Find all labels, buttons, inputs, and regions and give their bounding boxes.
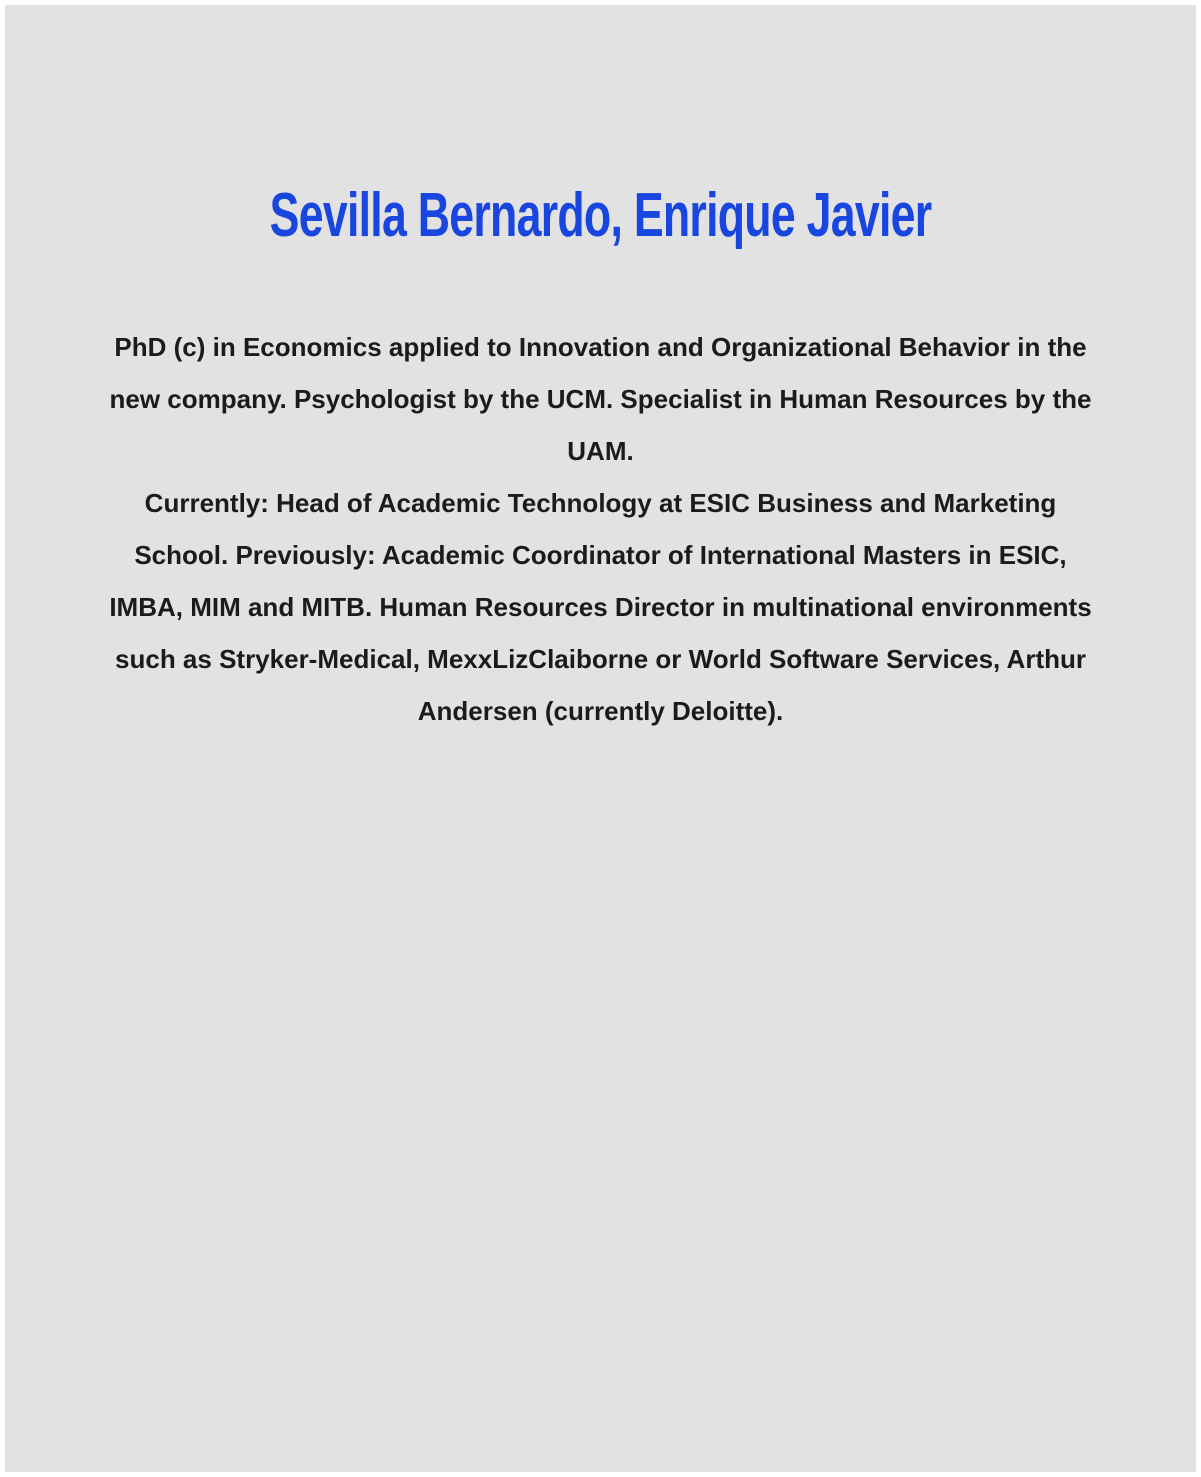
bio-paragraph-experience: Currently: Head of Academic Technology at ESIC Business and Marketing School. Previously: Academic Coordinator of International Masters in ESIC, IMBA, MIM and MITB. Human Resources Director in multinational environments such as Stryker-Medical, MexxLizClaiborne or World Software Services, Arthur Andersen (currently Deloitte). bbox=[109, 488, 1092, 726]
profile-content bbox=[5, 5, 1196, 737]
profile-bio bbox=[101, 321, 1101, 737]
bio-paragraph-education: PhD (c) in Economics applied to Innovation and Organizational Behavior in the new company. Psychologist by the UCM. Specialist in Human Resources by the UAM. bbox=[109, 332, 1092, 466]
profile-name-heading: Sevilla Bernardo, Enrique Javier bbox=[269, 181, 932, 250]
